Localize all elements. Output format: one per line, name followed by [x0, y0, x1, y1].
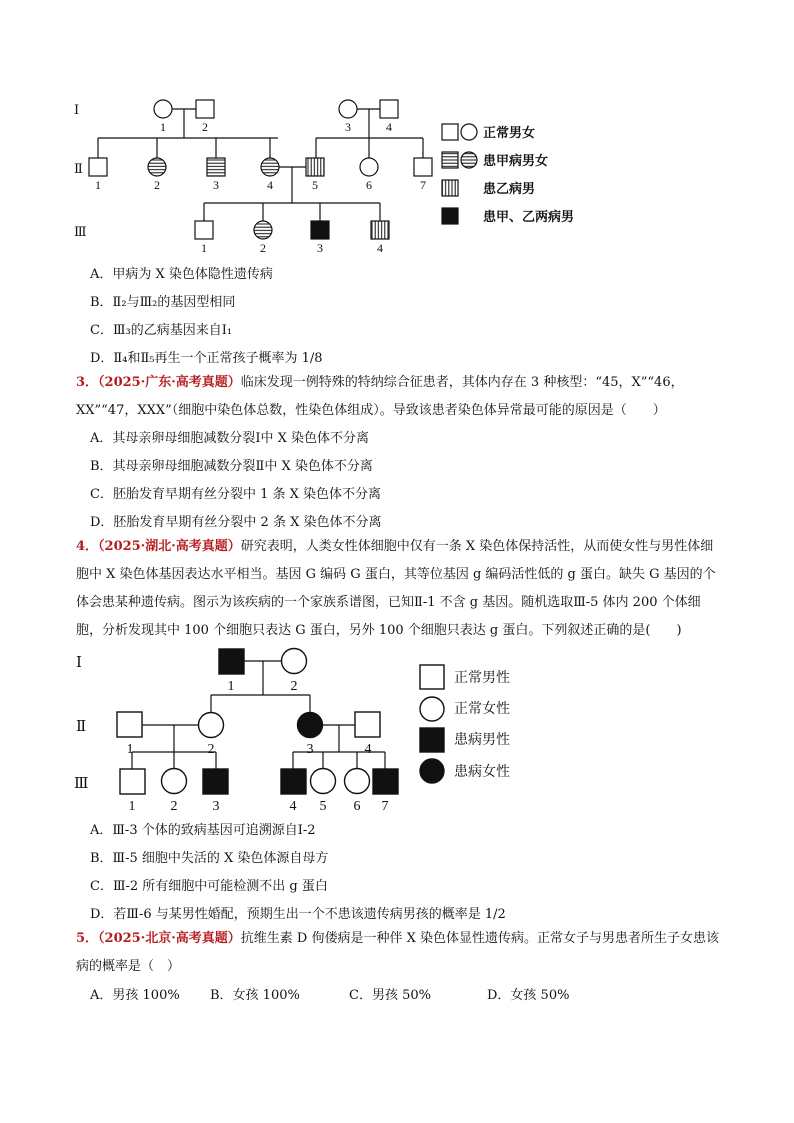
- individual-I-1: [154, 100, 172, 118]
- individual-II-1: [89, 158, 107, 176]
- individual-I-4: [380, 100, 398, 118]
- individual-II-5: [306, 158, 324, 176]
- q2-option-d: D．Ⅱ₄和Ⅱ₅再生一个正常孩子概率为 1/8: [90, 351, 323, 366]
- svg-text:4: 4: [289, 799, 297, 814]
- q2-option-a: A．甲病为 X 染色体隐性遗传病: [90, 267, 273, 282]
- individual-II-6: [360, 158, 378, 176]
- q4-option-d: D．若Ⅲ-6 与某男性婚配，预期生出一个不患该遗传病男孩的概率是 1/2: [90, 907, 506, 922]
- legend2-normal-male: 正常男性: [454, 671, 510, 686]
- individual-III-5: [311, 769, 336, 794]
- individual-II-7: [414, 158, 432, 176]
- individual-III-4: [281, 769, 306, 794]
- legend1-disease-a: 患甲病男女: [483, 153, 549, 168]
- q5-option-d: D．女孩 50%: [487, 988, 570, 1003]
- individual-III-6: [345, 769, 370, 794]
- q3-source: （2025·广东·高考真题）: [98, 375, 241, 390]
- q5-option-a: A．男孩 100%: [90, 988, 180, 1003]
- individual-III-3: [311, 221, 329, 239]
- q5-source: （2025·北京·高考真题）: [98, 931, 241, 946]
- legend1-both: 患甲、乙两病男: [483, 209, 575, 224]
- svg-text:3: 3: [213, 178, 219, 192]
- q4-number: 4．: [76, 539, 99, 554]
- svg-text:6: 6: [366, 178, 372, 192]
- legend2-affected-male: 患病男性: [454, 733, 510, 748]
- gen-label-I: Ⅰ: [76, 655, 82, 671]
- individual-I-2: [282, 649, 307, 674]
- q3-option-c: C．胚胎发育早期有丝分裂中 1 条 X 染色体不分离: [90, 487, 382, 502]
- q4-stem: [76, 533, 726, 645]
- q4-source: （2025·湖北·高考真题）: [98, 539, 241, 554]
- q3-option-a: A．其母亲卵母细胞减数分裂Ⅰ中 X 染色体不分离: [90, 431, 370, 446]
- svg-text:2: 2: [207, 742, 215, 757]
- svg-text:2: 2: [154, 178, 160, 192]
- individual-II-3: [298, 713, 323, 738]
- individual-III-2: [162, 769, 187, 794]
- q5-number: 5．: [76, 931, 99, 946]
- individual-I-3: [339, 100, 357, 118]
- svg-text:6: 6: [353, 799, 361, 814]
- q3-stem: [76, 369, 726, 425]
- legend1-normal: 正常男女: [483, 125, 536, 140]
- svg-text:2: 2: [290, 679, 298, 694]
- q3-option-d: D．胚胎发育早期有丝分裂中 2 条 X 染色体不分离: [90, 515, 382, 530]
- svg-text:1: 1: [160, 120, 166, 134]
- q5-text: 抗维生素 D 佝偻病是一种伴 X 染色体显性遗传病。正常女子与男患者所生子女患该病的概率是（ ）: [76, 931, 719, 974]
- pedigree-chart-2: [60, 645, 540, 815]
- individual-II-2: [199, 713, 224, 738]
- q4-text: 研究表明，人类女性体细胞中仅有一条 X 染色体保持活性，从而使女性与男性体细胞中 X 染色体基因表达水平相当。基因 G 编码 G 蛋白，其等位基因 g 编码活性低的 g 蛋白。缺失 G 基因的个体会患某种遗传病。图示为该疾病的一个家族系谱图，已知Ⅱ-1 不含 g 基因。随机选取Ⅲ-5 体内 200 个体细胞，分析发现其中 100 个细胞只表达 G 蛋白，另外 100 个细胞只表达 g 蛋白。下列叙述正确的是( ): [76, 539, 716, 638]
- q3-text: 临床发现一例特殊的特纳综合征患者，其体内存在 3 种核型：“45，X”“46，XX”“47，XXX”（细胞中染色体总数，性染色体组成）。导致该患者染色体异常最可能的原因是（ ）: [76, 375, 684, 418]
- legend2-normal-female: 正常女性: [454, 702, 510, 717]
- svg-text:3: 3: [306, 742, 314, 757]
- svg-text:1: 1: [201, 241, 207, 255]
- individual-III-2: [254, 221, 272, 239]
- svg-text:7: 7: [420, 178, 426, 192]
- individual-II-4: [355, 712, 380, 737]
- q4-option-b: B．Ⅲ-5 细胞中失活的 X 染色体源自母方: [90, 851, 329, 866]
- pedigree-chart-1: [60, 88, 580, 258]
- svg-text:3: 3: [317, 241, 323, 255]
- q3-option-b: B．其母亲卵母细胞减数分裂Ⅱ中 X 染色体不分离: [90, 459, 373, 474]
- svg-text:4: 4: [377, 241, 383, 255]
- svg-text:1: 1: [95, 178, 101, 192]
- individual-I-1: [219, 649, 244, 674]
- svg-text:4: 4: [267, 178, 273, 192]
- svg-text:4: 4: [386, 120, 392, 134]
- legend1-disease-b: 患乙病男: [483, 181, 536, 196]
- svg-text:2: 2: [260, 241, 266, 255]
- individual-III-3: [203, 769, 228, 794]
- svg-text:7: 7: [381, 799, 389, 814]
- svg-text:1: 1: [227, 679, 235, 694]
- individual-II-2: [148, 158, 166, 176]
- q4-option-c: C．Ⅲ-2 所有细胞中可能检测不出 g 蛋白: [90, 879, 328, 894]
- individual-III-1: [120, 769, 145, 794]
- svg-text:4: 4: [364, 742, 372, 757]
- individual-II-3: [207, 158, 225, 176]
- individual-I-2: [196, 100, 214, 118]
- svg-text:1: 1: [128, 799, 136, 814]
- q2-option-c: C．Ⅲ₃的乙病基因来自Ⅰ₁: [90, 323, 233, 338]
- q3-number: 3．: [76, 375, 99, 390]
- gen-label-III: Ⅲ: [74, 776, 89, 792]
- individual-III-7: [373, 769, 398, 794]
- svg-text:3: 3: [212, 799, 220, 814]
- svg-text:2: 2: [202, 120, 208, 134]
- individual-III-4: [371, 221, 389, 239]
- gen-label-III: Ⅲ: [74, 224, 87, 239]
- individual-II-1: [117, 712, 142, 737]
- svg-text:3: 3: [345, 120, 351, 134]
- gen-label-II: Ⅱ: [76, 719, 87, 735]
- q5-option-c: C．男孩 50%: [349, 988, 431, 1003]
- q5-stem: [76, 925, 726, 981]
- svg-text:5: 5: [312, 178, 318, 192]
- svg-text:2: 2: [170, 799, 178, 814]
- individual-II-4: [261, 158, 279, 176]
- svg-text:5: 5: [319, 799, 327, 814]
- legend2-affected-female: 患病女性: [454, 765, 510, 780]
- svg-text:1: 1: [126, 742, 134, 757]
- individual-III-1: [195, 221, 213, 239]
- q2-option-b: B．Ⅱ₂与Ⅲ₂的基因型相同: [90, 295, 236, 310]
- gen-label-II: Ⅱ: [74, 161, 83, 176]
- q4-option-a: A．Ⅲ-3 个体的致病基因可追溯源自Ⅰ-2: [90, 823, 316, 838]
- gen-label-I: Ⅰ: [74, 102, 80, 117]
- q5-option-b: B．女孩 100%: [210, 988, 300, 1003]
